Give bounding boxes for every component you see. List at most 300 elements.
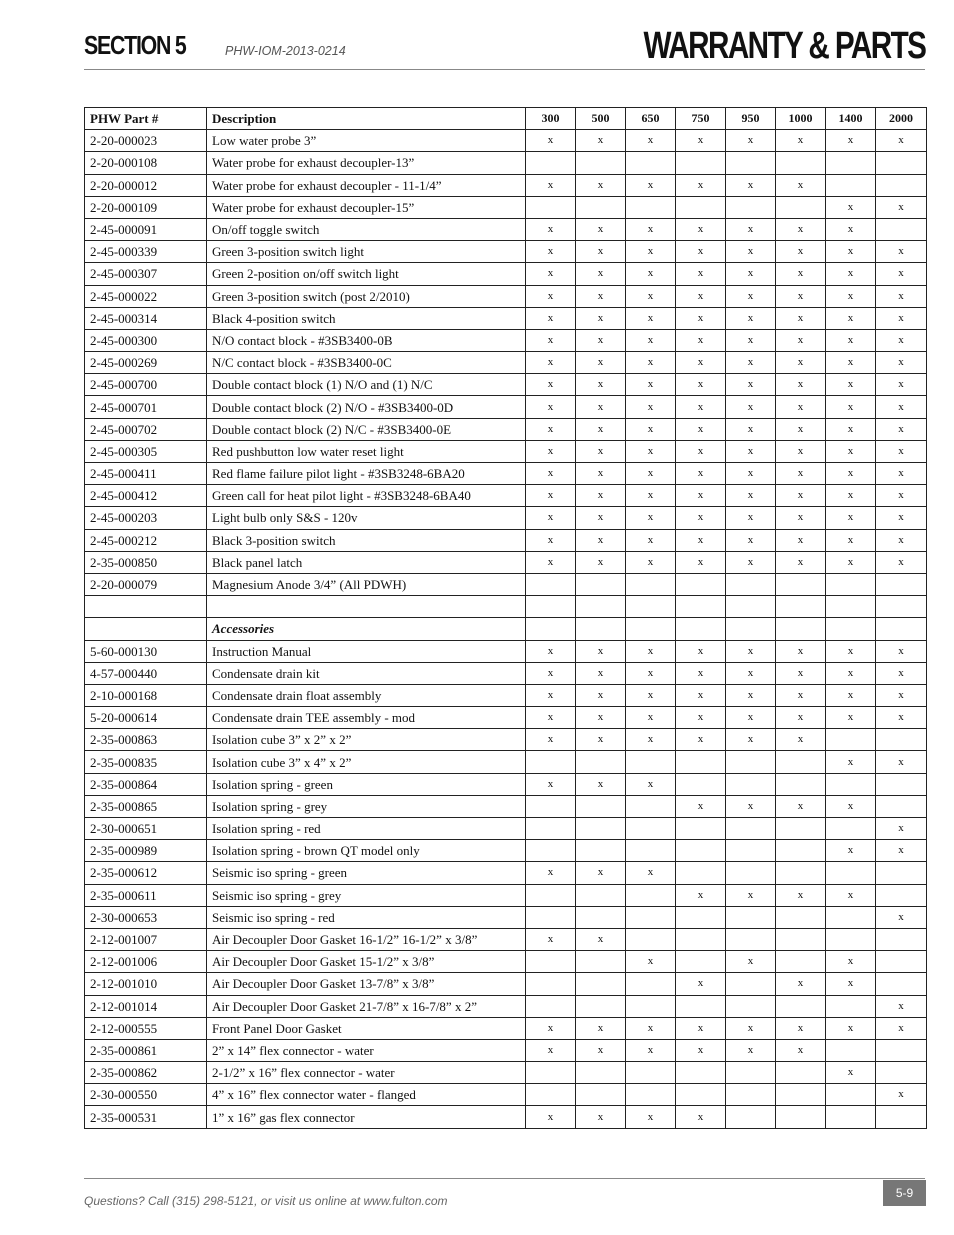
description-cell: 2-1/2” x 16” flex connector - water [207, 1062, 526, 1084]
description-cell [207, 596, 526, 618]
model-mark-cell [826, 906, 876, 928]
description-cell: 2” x 14” flex connector - water [207, 1039, 526, 1061]
description-cell: Magnesium Anode 3/4” (All PDWH) [207, 573, 526, 595]
model-mark-cell [876, 1062, 927, 1084]
model-mark-cell [726, 906, 776, 928]
model-mark-cell: x [526, 684, 576, 706]
model-mark-cell [876, 973, 927, 995]
description-cell: Light bulb only S&S - 120v [207, 507, 526, 529]
model-mark-cell: x [526, 1017, 576, 1039]
model-mark-cell: x [726, 662, 776, 684]
part-number-cell: 2-35-000612 [85, 862, 207, 884]
model-mark-cell: x [776, 174, 826, 196]
model-mark-cell [576, 573, 626, 595]
model-mark-cell [776, 1106, 826, 1128]
model-mark-cell [776, 906, 826, 928]
part-number-cell: 2-10-000168 [85, 684, 207, 706]
model-mark-cell [676, 773, 726, 795]
table-row [85, 928, 927, 950]
model-mark-cell [826, 995, 876, 1017]
model-mark-cell: x [626, 396, 676, 418]
model-mark-cell: x [626, 1106, 676, 1128]
description-cell: Isolation cube 3” x 4” x 2” [207, 751, 526, 773]
model-mark-cell [526, 596, 576, 618]
model-mark-cell [676, 862, 726, 884]
table-row [85, 218, 927, 240]
model-mark-cell: x [826, 440, 876, 462]
table-row [85, 352, 927, 374]
description-cell: Double contact block (2) N/C - #3SB3400-0E [207, 418, 526, 440]
model-mark-cell: x [526, 1039, 576, 1061]
description-cell: Seismic iso spring - red [207, 906, 526, 928]
model-mark-cell: x [576, 1106, 626, 1128]
model-mark-cell: x [626, 263, 676, 285]
model-mark-cell: x [626, 507, 676, 529]
model-mark-cell: x [526, 174, 576, 196]
model-mark-cell: x [676, 463, 726, 485]
model-mark-cell: x [876, 329, 927, 351]
model-mark-cell: x [726, 263, 776, 285]
part-number-cell: 2-12-001007 [85, 928, 207, 950]
model-mark-cell [526, 818, 576, 840]
description-cell: Black 3-position switch [207, 529, 526, 551]
model-mark-cell: x [676, 529, 726, 551]
model-mark-cell: x [876, 130, 927, 152]
table-row [85, 596, 927, 618]
model-mark-cell: x [676, 329, 726, 351]
model-mark-cell: x [876, 529, 927, 551]
model-mark-cell: x [526, 285, 576, 307]
model-mark-cell: x [576, 285, 626, 307]
model-mark-cell [776, 818, 826, 840]
model-mark-cell: x [626, 1039, 676, 1061]
model-mark-cell: x [726, 418, 776, 440]
model-mark-cell: x [676, 396, 726, 418]
model-mark-cell [576, 196, 626, 218]
table-row [85, 573, 927, 595]
model-mark-cell: x [776, 329, 826, 351]
model-mark-cell: x [576, 374, 626, 396]
model-mark-cell: x [576, 218, 626, 240]
model-mark-cell [576, 906, 626, 928]
model-mark-cell: x [676, 973, 726, 995]
model-mark-cell: x [526, 418, 576, 440]
model-mark-cell: x [626, 218, 676, 240]
model-mark-cell: x [826, 485, 876, 507]
model-mark-cell: x [826, 241, 876, 263]
model-mark-cell [576, 884, 626, 906]
description-cell: Front Panel Door Gasket [207, 1017, 526, 1039]
part-number-cell: 2-45-000203 [85, 507, 207, 529]
part-number-cell: 2-45-000022 [85, 285, 207, 307]
table-row [85, 684, 927, 706]
model-mark-cell: x [626, 174, 676, 196]
table-row [85, 751, 927, 773]
table-row [85, 196, 927, 218]
description-cell: Green call for heat pilot light - #3SB3248-6BA40 [207, 485, 526, 507]
model-mark-cell: x [626, 307, 676, 329]
section-heading [84, 30, 208, 61]
model-mark-cell: x [676, 551, 726, 573]
part-number-cell: 2-45-000412 [85, 485, 207, 507]
model-mark-cell: x [576, 1017, 626, 1039]
model-mark-cell: x [526, 529, 576, 551]
model-mark-cell [526, 795, 576, 817]
model-mark-cell: x [526, 729, 576, 751]
model-mark-cell [626, 751, 676, 773]
model-mark-cell: x [526, 396, 576, 418]
model-mark-cell [726, 618, 776, 640]
model-mark-cell [576, 618, 626, 640]
model-mark-cell: x [776, 640, 826, 662]
model-mark-cell: x [876, 840, 927, 862]
model-mark-cell [626, 1084, 676, 1106]
table-row [85, 973, 927, 995]
model-mark-cell: x [876, 396, 927, 418]
model-mark-cell: x [826, 329, 876, 351]
model-mark-cell [776, 1084, 826, 1106]
model-mark-cell [676, 196, 726, 218]
model-mark-cell [526, 906, 576, 928]
model-mark-cell [776, 596, 826, 618]
description-cell: Red flame failure pilot light - #3SB3248-6BA20 [207, 463, 526, 485]
model-mark-cell [826, 773, 876, 795]
table-row [85, 795, 927, 817]
part-number-cell: 2-45-000305 [85, 440, 207, 462]
table-row [85, 1084, 927, 1106]
footer-contact-text: Questions? Call (315) 298-5121, or visit us online at www.fulton.com [84, 1194, 448, 1208]
table-row [85, 440, 927, 462]
table-row [85, 884, 927, 906]
part-number-cell: 2-45-000314 [85, 307, 207, 329]
model-mark-cell [726, 152, 776, 174]
part-number-cell: 2-20-000023 [85, 130, 207, 152]
model-mark-cell: x [776, 352, 826, 374]
model-mark-cell: x [526, 707, 576, 729]
model-mark-cell: x [576, 418, 626, 440]
part-number-cell: 2-35-000865 [85, 795, 207, 817]
model-mark-cell: x [526, 662, 576, 684]
model-mark-cell: x [626, 729, 676, 751]
table-row [85, 818, 927, 840]
model-mark-cell: x [676, 1106, 726, 1128]
model-mark-cell: x [776, 263, 826, 285]
column-header: 1400 [826, 108, 876, 130]
model-mark-cell: x [776, 662, 826, 684]
model-mark-cell: x [626, 463, 676, 485]
model-mark-cell: x [626, 551, 676, 573]
part-number-cell: 2-30-000651 [85, 818, 207, 840]
model-mark-cell: x [676, 795, 726, 817]
description-cell: Green 2-position on/off switch light [207, 263, 526, 285]
model-mark-cell: x [826, 707, 876, 729]
model-mark-cell [726, 773, 776, 795]
model-mark-cell [576, 795, 626, 817]
model-mark-cell: x [726, 951, 776, 973]
table-row [85, 307, 927, 329]
model-mark-cell [676, 995, 726, 1017]
model-mark-cell [526, 884, 576, 906]
model-mark-cell: x [726, 329, 776, 351]
table-row [85, 285, 927, 307]
description-cell: Air Decoupler Door Gasket 13-7/8” x 3/8” [207, 973, 526, 995]
model-mark-cell: x [876, 241, 927, 263]
model-mark-cell: x [626, 951, 676, 973]
model-mark-cell: x [776, 1017, 826, 1039]
model-mark-cell: x [876, 463, 927, 485]
model-mark-cell: x [876, 818, 927, 840]
model-mark-cell: x [676, 884, 726, 906]
model-mark-cell [776, 196, 826, 218]
model-mark-cell: x [626, 241, 676, 263]
description-cell: Isolation spring - red [207, 818, 526, 840]
model-mark-cell [576, 840, 626, 862]
model-mark-cell [676, 751, 726, 773]
accessories-heading: Accessories [207, 618, 526, 640]
table-row [85, 1039, 927, 1061]
model-mark-cell [626, 840, 676, 862]
model-mark-cell: x [676, 263, 726, 285]
column-header: 950 [726, 108, 776, 130]
model-mark-cell: x [826, 751, 876, 773]
model-mark-cell: x [526, 440, 576, 462]
table-row [85, 862, 927, 884]
model-mark-cell [876, 573, 927, 595]
model-mark-cell: x [626, 440, 676, 462]
model-mark-cell: x [826, 795, 876, 817]
model-mark-cell: x [526, 640, 576, 662]
model-mark-cell [826, 174, 876, 196]
part-number-cell: 2-45-000411 [85, 463, 207, 485]
table-body [85, 130, 927, 1128]
description-cell: Green 3-position switch light [207, 241, 526, 263]
model-mark-cell: x [626, 352, 676, 374]
model-mark-cell [876, 951, 927, 973]
part-number-cell: 2-35-000989 [85, 840, 207, 862]
description-cell: Air Decoupler Door Gasket 21-7/8” x 16-7/8” x 2” [207, 995, 526, 1017]
model-mark-cell: x [826, 130, 876, 152]
model-mark-cell: x [676, 1039, 726, 1061]
model-mark-cell [826, 729, 876, 751]
model-mark-cell: x [576, 263, 626, 285]
model-mark-cell [576, 995, 626, 1017]
part-number-cell: 2-35-000861 [85, 1039, 207, 1061]
part-number-cell: 2-12-001014 [85, 995, 207, 1017]
model-mark-cell [526, 973, 576, 995]
part-number-cell: 2-35-000864 [85, 773, 207, 795]
part-number-cell: 2-35-000611 [85, 884, 207, 906]
model-mark-cell [876, 928, 927, 950]
model-mark-cell [726, 1106, 776, 1128]
model-mark-cell: x [826, 551, 876, 573]
model-mark-cell: x [826, 973, 876, 995]
model-mark-cell: x [876, 1017, 927, 1039]
model-mark-cell: x [726, 241, 776, 263]
model-mark-cell [726, 1084, 776, 1106]
description-cell: Water probe for exhaust decoupler - 11-1/4” [207, 174, 526, 196]
model-mark-cell: x [576, 241, 626, 263]
part-number-cell: 2-20-000012 [85, 174, 207, 196]
description-cell: Black 4-position switch [207, 307, 526, 329]
model-mark-cell [526, 951, 576, 973]
model-mark-cell: x [876, 352, 927, 374]
model-mark-cell: x [776, 285, 826, 307]
model-mark-cell: x [776, 729, 826, 751]
model-mark-cell [826, 818, 876, 840]
table-row [85, 174, 927, 196]
model-mark-cell [676, 951, 726, 973]
table-row [85, 640, 927, 662]
table-row [85, 329, 927, 351]
model-mark-cell [826, 152, 876, 174]
description-cell: Low water probe 3” [207, 130, 526, 152]
table-row [85, 241, 927, 263]
description-cell: Isolation spring - green [207, 773, 526, 795]
model-mark-cell [626, 906, 676, 928]
description-cell: Condensate drain float assembly [207, 684, 526, 706]
model-mark-cell [626, 818, 676, 840]
model-mark-cell: x [826, 662, 876, 684]
model-mark-cell: x [526, 463, 576, 485]
model-mark-cell [826, 1106, 876, 1128]
description-cell: Double contact block (2) N/O - #3SB3400-0D [207, 396, 526, 418]
model-mark-cell: x [576, 773, 626, 795]
model-mark-cell [626, 596, 676, 618]
model-mark-cell: x [826, 1062, 876, 1084]
table-row [85, 618, 927, 640]
model-mark-cell: x [776, 1039, 826, 1061]
part-number-cell: 2-45-000700 [85, 374, 207, 396]
model-mark-cell: x [776, 241, 826, 263]
model-mark-cell [826, 618, 876, 640]
model-mark-cell [576, 818, 626, 840]
column-header: 750 [676, 108, 726, 130]
model-mark-cell [676, 1084, 726, 1106]
part-number-cell: 2-35-000835 [85, 751, 207, 773]
model-mark-cell: x [626, 485, 676, 507]
part-number-cell: 2-45-000269 [85, 352, 207, 374]
model-mark-cell: x [826, 684, 876, 706]
part-number-cell: 2-12-001006 [85, 951, 207, 973]
description-cell: Green 3-position switch (post 2/2010) [207, 285, 526, 307]
part-number-cell: 2-45-000307 [85, 263, 207, 285]
description-cell: Instruction Manual [207, 640, 526, 662]
model-mark-cell: x [826, 263, 876, 285]
section-label: SECTION 5 [84, 30, 186, 60]
model-mark-cell: x [726, 729, 776, 751]
model-mark-cell [576, 1084, 626, 1106]
table-row [85, 463, 927, 485]
model-mark-cell: x [726, 174, 776, 196]
model-mark-cell: x [776, 218, 826, 240]
table-row [85, 152, 927, 174]
model-mark-cell [526, 751, 576, 773]
table-row [85, 130, 927, 152]
model-mark-cell [626, 973, 676, 995]
model-mark-cell [726, 995, 776, 1017]
table-row [85, 773, 927, 795]
description-cell: Isolation spring - grey [207, 795, 526, 817]
model-mark-cell [526, 840, 576, 862]
table-row [85, 729, 927, 751]
description-cell: Red pushbutton low water reset light [207, 440, 526, 462]
model-mark-cell [776, 1062, 826, 1084]
model-mark-cell [676, 596, 726, 618]
model-mark-cell: x [876, 1084, 927, 1106]
description-cell: Isolation spring - brown QT model only [207, 840, 526, 862]
model-mark-cell: x [626, 640, 676, 662]
model-mark-cell [526, 1062, 576, 1084]
model-mark-cell: x [576, 396, 626, 418]
model-mark-cell [776, 951, 826, 973]
table-row [85, 995, 927, 1017]
model-mark-cell: x [776, 463, 826, 485]
model-mark-cell: x [626, 418, 676, 440]
model-mark-cell [826, 1039, 876, 1061]
model-mark-cell: x [876, 707, 927, 729]
model-mark-cell: x [826, 640, 876, 662]
model-mark-cell: x [676, 352, 726, 374]
model-mark-cell: x [626, 1017, 676, 1039]
model-mark-cell [726, 1062, 776, 1084]
model-mark-cell: x [626, 662, 676, 684]
model-mark-cell [626, 196, 676, 218]
model-mark-cell [826, 573, 876, 595]
table-row [85, 1017, 927, 1039]
model-mark-cell: x [826, 951, 876, 973]
part-number-cell: 2-35-000850 [85, 551, 207, 573]
model-mark-cell [626, 152, 676, 174]
description-cell: 4” x 16” flex connector water - flanged [207, 1084, 526, 1106]
description-cell: Water probe for exhaust decoupler-15” [207, 196, 526, 218]
column-header: PHW Part # [85, 108, 207, 130]
table-header-row [85, 108, 927, 130]
model-mark-cell: x [576, 684, 626, 706]
model-mark-cell: x [826, 196, 876, 218]
description-cell: On/off toggle switch [207, 218, 526, 240]
model-mark-cell: x [576, 130, 626, 152]
model-mark-cell: x [676, 640, 726, 662]
model-mark-cell: x [876, 374, 927, 396]
model-mark-cell: x [576, 329, 626, 351]
part-number-cell: 2-45-000339 [85, 241, 207, 263]
description-cell: Double contact block (1) N/O and (1) N/C [207, 374, 526, 396]
description-cell: Condensate drain TEE assembly - mod [207, 707, 526, 729]
model-mark-cell [576, 1062, 626, 1084]
description-cell: Seismic iso spring - green [207, 862, 526, 884]
table-row [85, 507, 927, 529]
model-mark-cell: x [876, 640, 927, 662]
model-mark-cell: x [726, 218, 776, 240]
part-number-cell: 2-45-000212 [85, 529, 207, 551]
model-mark-cell: x [726, 463, 776, 485]
model-mark-cell: x [726, 684, 776, 706]
model-mark-cell: x [876, 285, 927, 307]
model-mark-cell: x [726, 130, 776, 152]
model-mark-cell: x [676, 684, 726, 706]
model-mark-cell [526, 152, 576, 174]
model-mark-cell: x [876, 307, 927, 329]
model-mark-cell: x [776, 307, 826, 329]
model-mark-cell: x [526, 130, 576, 152]
model-mark-cell [576, 973, 626, 995]
description-cell: 1” x 16” gas flex connector [207, 1106, 526, 1128]
model-mark-cell: x [726, 1017, 776, 1039]
model-mark-cell: x [576, 662, 626, 684]
model-mark-cell: x [726, 485, 776, 507]
description-cell: Water probe for exhaust decoupler-13” [207, 152, 526, 174]
table-row [85, 263, 927, 285]
